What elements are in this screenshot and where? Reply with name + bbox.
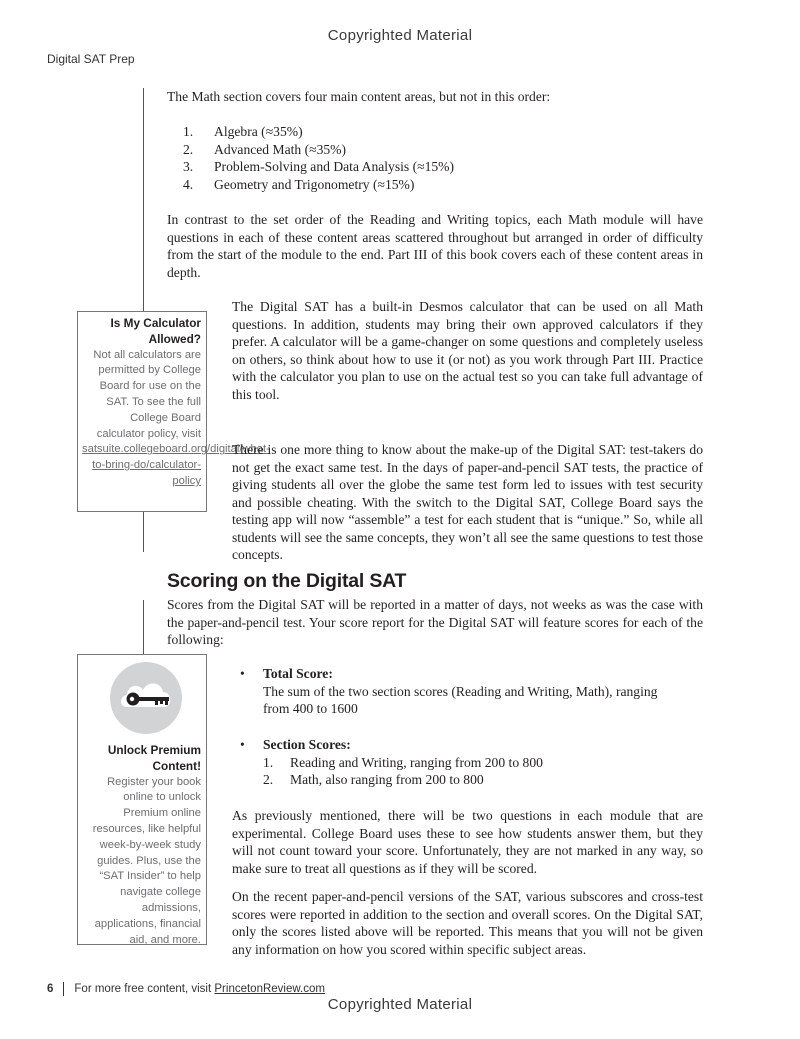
section-scores-title: Section Scores: (263, 737, 351, 752)
list-item (263, 771, 703, 789)
total-score-description: The sum of the two section scores (Reading and Writing, Math), ranging from 400 to 1600 (263, 683, 658, 717)
list-number: 2. (183, 141, 194, 157)
premium-sidebar-body: Register your book online to unlock Premium online resources, like helpful week-by-week study guides. Plus, use the “SAT Insider” to help navigate college admissions, applications, financial aid, and more. (92, 775, 201, 946)
test-makeup-paragraph: There is one more thing to know about the make-up of the Digital SAT: test-takers do not get the exact same test. In the days of paper-and-pencil SAT tests, the practice of giving students all over the globe the same test form led to issues with test security and possible cheating. With the switch to the Digital SAT, College Board says the testing app will now “assemble” a test for each student that is “unique.” So, while all students will see the same concepts, they won’t all see the same questions to test those concepts. (232, 442, 703, 562)
math-intro-text: The Math section covers four main content areas, but not in this order: (167, 89, 551, 104)
list-item (263, 754, 703, 772)
math-module-paragraph: In contrast to the set order of the Reading and Writing topics, each Math module will have questions in each of these content areas scattered throughout but arranged in order of difficulty from the start of the module to the end. Part III of this book covers each of these content areas in depth. (167, 212, 703, 280)
subscores-paragraph: On the recent paper-and-pencil versions of the SAT, various subscores and cross-test scores were reported in addition to the section and overall scores. On the Digital SAT, only the scores listed above will be reported. This means that you will not be given any information on how you scored within specific subject areas. (232, 889, 703, 957)
list-text: Problem-Solving and Data Analysis (≈15%) (214, 159, 455, 175)
footer-divider (63, 982, 64, 996)
bullet-icon: • (240, 737, 245, 752)
premium-icon-wrap (90, 661, 201, 735)
princeton-review-link[interactable]: PrincetonReview.com (214, 983, 325, 995)
list-item (167, 176, 703, 194)
cloud-key-icon (109, 661, 183, 735)
section-heading-scoring: Scoring on the Digital SAT (167, 570, 407, 592)
calculator-sidebar-body: Not all calculators are permitted by College Board for use on the SAT. To see the full College Board calculator policy, visit satsuite.collegeboard.org/digital/what-to-bring-do/calculator-policy (82, 348, 270, 487)
list-text: Geometry and Trigonometry (≈15%) (214, 176, 415, 192)
content-areas-list (167, 123, 703, 193)
list-number: 1. (263, 754, 274, 770)
list-number: 2. (263, 772, 274, 788)
list-item (167, 158, 703, 176)
list-item (167, 141, 703, 159)
copyright-watermark-bottom: Copyrighted Material (327, 996, 473, 1013)
list-text: Reading and Writing, ranging from 200 to 800 (290, 754, 543, 770)
list-item (167, 123, 703, 141)
list-text: Advanced Math (≈35%) (214, 141, 347, 157)
scoring-intro-paragraph: Scores from the Digital SAT will be reported in a matter of days, not weeks as was the case with the paper-and-pencil test. Your score report for the Digital SAT will feature scores for each of the following: (167, 597, 703, 647)
premium-content-sidebar (77, 654, 207, 945)
copyright-watermark-top: Copyrighted Material (327, 27, 473, 44)
total-score-item (232, 665, 703, 718)
experimental-questions-paragraph: As previously mentioned, there will be two questions in each module that are experimental. College Board uses these to see how students answer them, but they will not count toward your score. Unfortunately, they are not marked in any way, so make sure to treat all questions as if they will be scored. (232, 808, 703, 876)
footer-text: For more free content, visit (74, 983, 212, 995)
calculator-sidebar (77, 311, 270, 512)
total-score-title: Total Score: (263, 666, 333, 681)
section-scores-item (232, 736, 703, 789)
list-number: 3. (183, 159, 194, 175)
list-number: 4. (183, 176, 194, 192)
premium-sidebar-title: Unlock Premium Content! (107, 743, 201, 773)
margin-rule-bottom (143, 600, 144, 654)
desmos-paragraph: The Digital SAT has a built-in Desmos calculator that can be used on all Math questions. In addition, students may bring their own approved calculators if they prefer. A calculator will be a game-changer on some questions and completely useless on others, so think about how to use it (or not) as you work through Part III. Practice with the calculator you plan to use on the actual test so you can take full advantage of this tool. (232, 299, 703, 402)
calculator-policy-link[interactable]: satsuite.collegeboard.org/digital/what-to-bring-do/calculator-policy (82, 443, 270, 487)
calculator-sidebar-title: Is My Calculator Allowed? (110, 316, 201, 346)
bullet-icon: • (240, 666, 245, 681)
list-text: Math, also ranging from 200 to 800 (290, 772, 484, 788)
list-text: Algebra (≈35%) (214, 124, 303, 139)
page-number: 6 (47, 983, 54, 995)
page-footer (47, 982, 325, 996)
list-number: 1. (183, 124, 194, 139)
running-head: Digital SAT Prep (47, 52, 135, 66)
